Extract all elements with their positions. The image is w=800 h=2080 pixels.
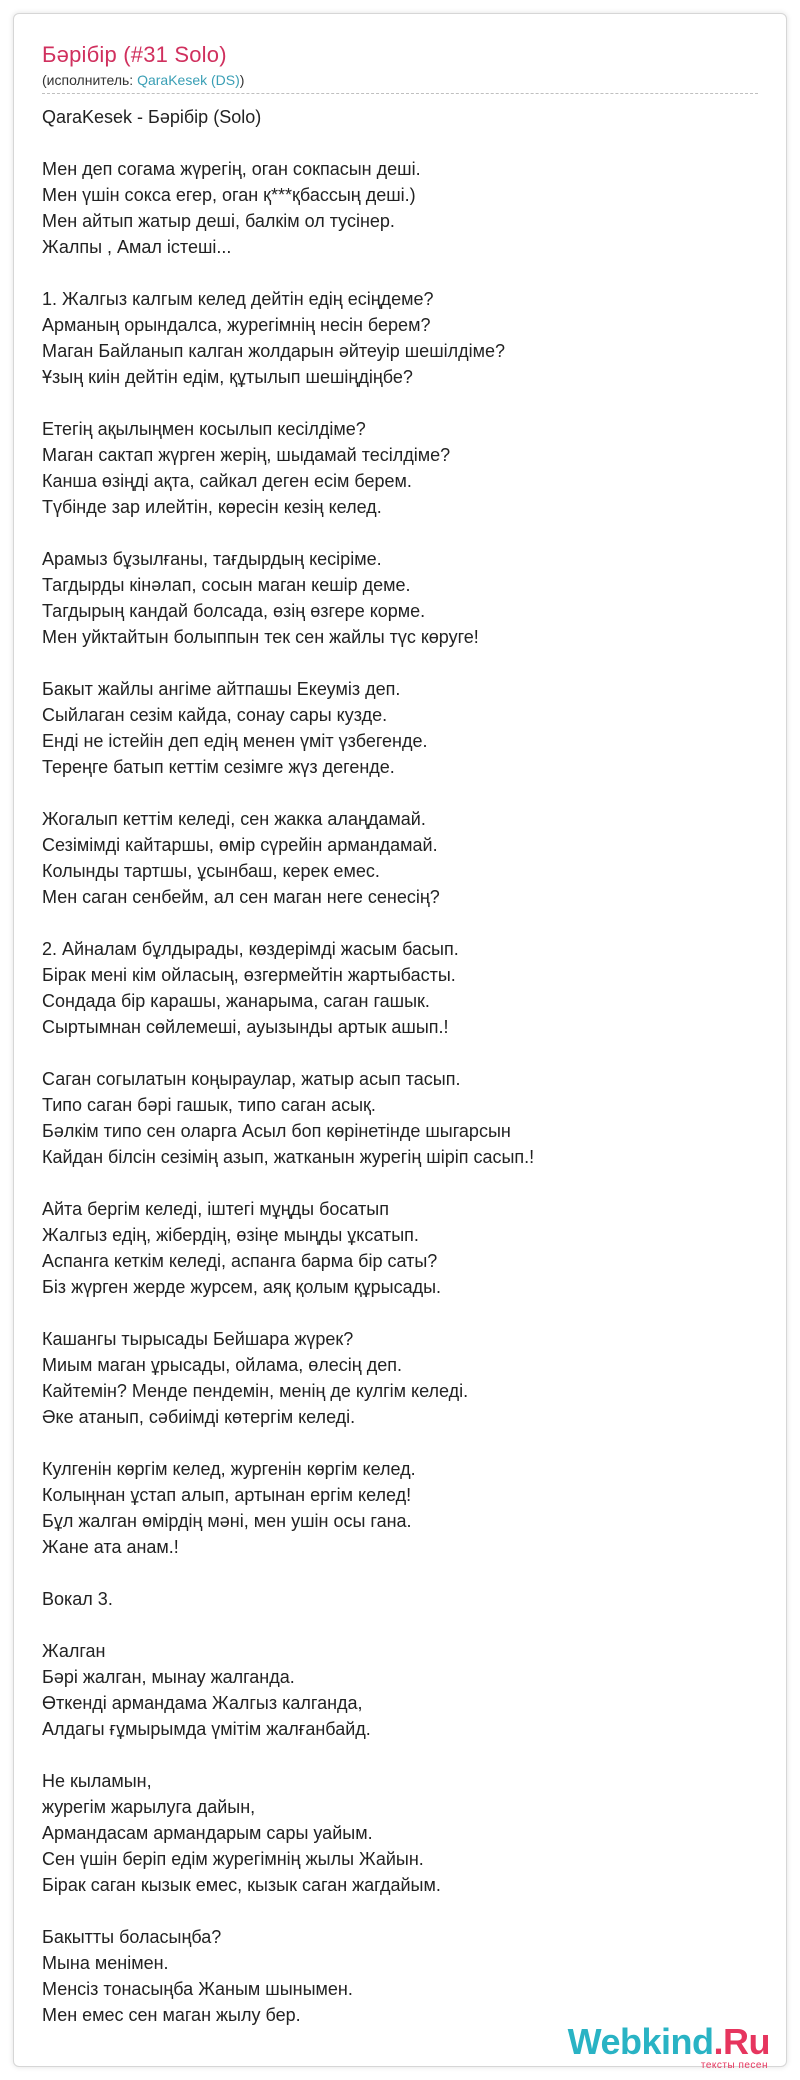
lyrics-line: Етегің ақылыңмен косылып кесілдіме? [42,419,366,439]
lyrics-line: Әке атанып, сәбиімді көтергім келеді. [42,1407,356,1427]
lyrics-line: Мына менімен. [42,1953,169,1973]
lyrics-line: 1. Жалгыз калгым келед дейтін едің есіңдеме? [42,289,434,309]
lyrics-line: Айта бергім келеді, іштегі мұңды босатып [42,1199,389,1219]
lyrics-line: Сезімімді кайтаршы, өмір сүрейін армандамай. [42,835,438,855]
lyrics-line: Не кыламын, [42,1771,152,1791]
lyrics-line: Жалпы , Амал істеші... [42,237,232,257]
lyrics-line: Түбінде зар илейтін, көресін кезің келед. [42,497,382,517]
lyrics-line: Жане ата анам.! [42,1537,179,1557]
artist-link[interactable]: QaraKesek (DS) [137,72,240,88]
lyrics-line: Алдагы ғұмырымда үмітім жалғанбайд. [42,1719,371,1739]
lyrics-blank-line [42,130,758,156]
lyrics-blank-line [42,390,758,416]
lyrics-line: Бұл жалган өмірдің мәні, мен ушін осы гана. [42,1511,412,1531]
lyrics-line: журегім жарылуга дайын, [42,1797,256,1817]
lyrics-line: Жалгыз едің, жібердің, өзіңе мыңды ұксатып. [42,1225,419,1245]
lyrics-line: Сыртымнан сөйлемеші, ауызынды артык ашып.! [42,1017,449,1037]
lyrics-blank-line [42,1898,758,1924]
lyrics-line: Тагдырды кінәлап, сосын маган кешір деме. [42,575,411,595]
lyrics-line: Бірак саган кызык емес, кызык саган жагдайым. [42,1875,441,1895]
lyrics-line: 2. Айналам бұлдырады, көздерімді жасым басып. [42,939,459,959]
lyrics-line: Сондада бір карашы, жанарыма, саган гашык. [42,991,430,1011]
lyrics-line: Мен айтып жатыр деші, балкім ол тусінер. [42,211,395,231]
lyrics-line: Мен деп согама жүрегің, оган сокпасын деші. [42,159,421,179]
lyrics-blank-line [42,650,758,676]
lyrics-line: Мен үшін сокса егер, оган қ***қбассың деші.) [42,185,416,205]
lyrics-line: Канша өзіңді ақта, сайкал деген есім берем. [42,471,412,491]
lyrics-line: Арамыз бұзылғаны, тағдырдың кесіріме. [42,549,382,569]
lyrics-blank-line [42,520,758,546]
watermark-brand: Webkind [567,2021,714,2062]
lyrics-line: Мен уйктайтын болыппын тек сен жайлы түс көруге! [42,627,479,647]
lyrics-line: Мен емес сен маган жылу бер. [42,2005,301,2025]
lyrics-line: Кулгенін көргім келед, жургенін көргім келед. [42,1459,416,1479]
lyrics-line: Маган сактап жүрген жерің, шыдамай тесілдіме? [42,445,451,465]
lyrics-line: Сен үшін беріп едім журегімнің жылы Жайын. [42,1849,424,1869]
lyrics-line: Миым маган ұрысады, ойлама, өлесің деп. [42,1355,402,1375]
lyrics-line: Жогалып кеттім келеді, сен жакка алаңдамай. [42,809,426,829]
lyrics-line: Тагдырың кандай болсада, өзің өзгере корме. [42,601,426,621]
lyrics-line: Жалган [42,1641,106,1661]
lyrics-blank-line [42,1612,758,1638]
lyrics-line: Мен саган сенбейм, ал сен маган неге сенесің? [42,887,440,907]
byline-suffix: ) [239,72,245,88]
lyrics-blank-line [42,780,758,806]
lyrics-line: Саган согылатын коңыраулар, жатыр асып тасып. [42,1069,461,1089]
byline-prefix: (исполнитель: [42,72,138,88]
lyrics-line: Колынды тартшы, ұсынбаш, керек емес. [42,861,380,881]
lyrics-line: Аспанга кеткім келеді, аспанга барма бір саты? [42,1251,438,1271]
lyrics-blank-line [42,1040,758,1066]
lyrics-line: Бакыт жайлы ангіме айтпашы Екеуміз деп. [42,679,401,699]
lyrics-line: Арманың орындалса, журегімнің несін берем? [42,315,431,335]
lyrics-line: Енді не істейін деп едің менен үміт үзбегенде. [42,731,428,751]
lyrics-line: Типо саган бәрі гашык, типо саган асық. [42,1095,376,1115]
watermark-domain: .Ru [713,2021,770,2062]
lyrics-line: Кайтемін? Менде пендемін, менің де кулгім келеді. [42,1381,469,1401]
lyrics-line: Вокал 3. [42,1589,113,1609]
lyrics-line: Бәлкім типо сен оларга Асыл боп көрінетінде шыгарсын [42,1121,511,1141]
watermark-tagline: тексты песен [700,2060,768,2071]
header-divider [42,93,758,94]
lyrics-line: QaraKesek - Бәрібір (Solo) [42,107,262,127]
lyrics-line: Колыңнан ұстап алып, артынан ергім келед! [42,1485,412,1505]
lyrics-line: Маган Байланып калган жолдарын әйтеуір шешілдіме? [42,341,506,361]
lyrics-body [42,104,758,2028]
lyrics-line: Армандасам армандарым сары уайым. [42,1823,373,1843]
lyrics-line: Кайдан білсін сезімің азып, жатканын журегің шіріп сасып.! [42,1147,535,1167]
lyrics-blank-line [42,1300,758,1326]
byline [42,72,244,88]
lyrics-blank-line [42,1170,758,1196]
lyrics-line: Біз жүрген жерде журсем, аяқ қолым құрысады. [42,1277,442,1297]
lyrics-blank-line [42,1560,758,1586]
lyrics-line: Сыйлаган сезім кайда, сонау сары кузде. [42,705,388,725]
watermark-logo [567,2021,770,2062]
site-watermark [567,2021,770,2071]
lyrics-line: Бірак мені кім ойласың, өзгермейтін жартыбасты. [42,965,456,985]
lyrics-line: Бакытты боласыңба? [42,1927,222,1947]
lyrics-blank-line [42,260,758,286]
lyrics-blank-line [42,910,758,936]
lyrics-line: Ұзың киін дейтін едім, құтылып шешіңдіңбе? [42,367,413,387]
lyrics-blank-line [42,1742,758,1768]
page-title: Бәрібір (#31 Solo) [42,42,227,67]
lyrics-line: Менсіз тонасыңба Жаным шынымен. [42,1979,353,1999]
lyrics-line: Бәрі жалган, мынау жалганда. [42,1667,295,1687]
lyrics-line: Кашангы тырысады Бейшара жүрек? [42,1329,354,1349]
lyrics-line: Тереңге батып кеттім сезімге жүз дегенде. [42,757,395,777]
lyrics-line: Өткенді армандама Жалгыз калганда, [42,1693,363,1713]
lyrics-blank-line [42,1430,758,1456]
